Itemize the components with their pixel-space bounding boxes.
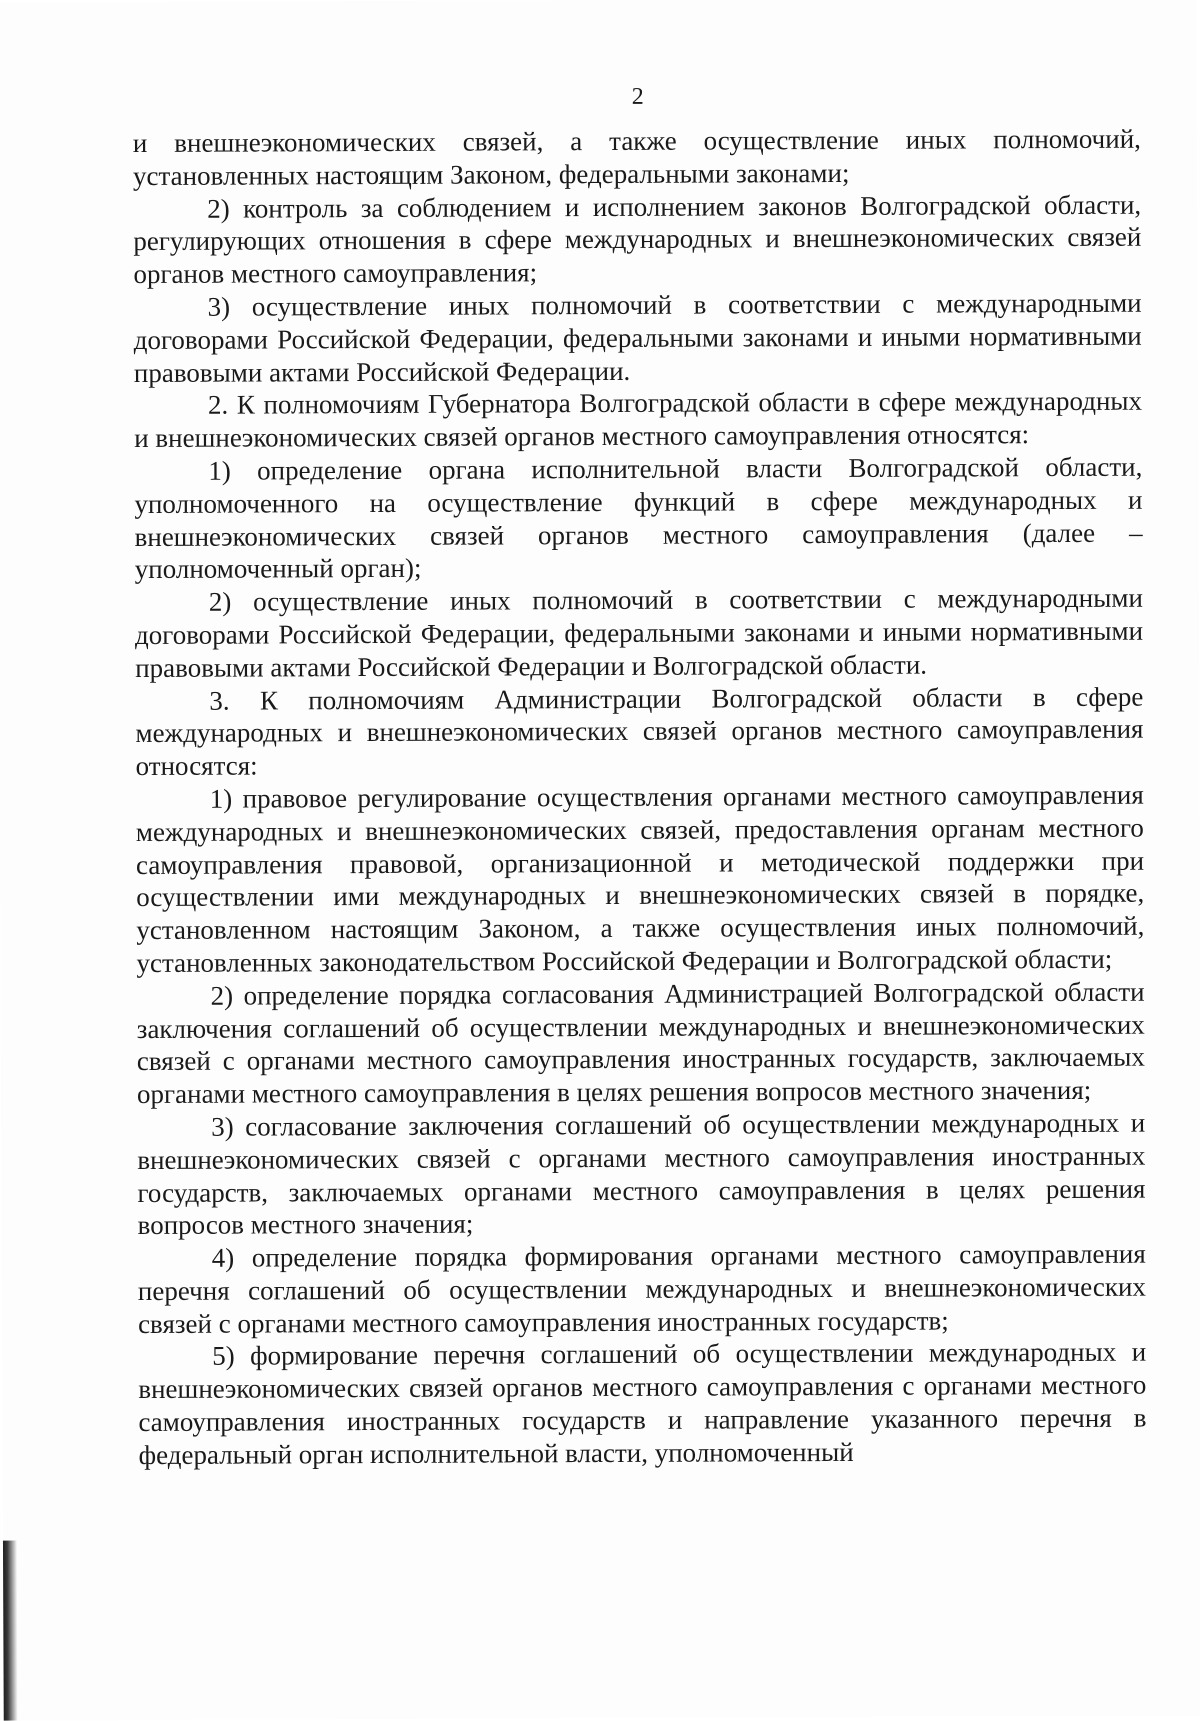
paragraph: 2) определение порядка согласования Администрацией Волгоградской области заключения соглашений об осуществлении международных и внешнеэкономических связей с органами местного самоуправления иностранных государств, заключаемых органами местного самоуправления в целях решения вопросов местного значения; [136, 976, 1145, 1110]
paragraph: 3) согласование заключения соглашений об осуществлении международных и внешнеэкономических связей с органами местного самоуправления иностранных государств, заключаемых органами местного самоуправления в целях решения вопросов местного значения; [137, 1107, 1146, 1241]
paragraph: 4) определение порядка формирования органами местного самоуправления перечня соглашений об осуществлении международных и внешнеэкономических связей с органами местного самоуправления иностранных государств; [137, 1238, 1146, 1339]
paragraph: 2) контроль за соблюдением и исполнением законов Волгоградской области, регулирующих отношения в сфере международных и внешнеэкономических связей органов местного самоуправления; [133, 189, 1142, 290]
paragraph: 3) осуществление иных полномочий в соответствии с международными договорами Российской Федерации, федеральными законами и иными нормативными правовыми актами Российской Федерации. [133, 287, 1142, 388]
paragraph: и внешнеэкономических связей, а также осуществление иных полномочий, установленных настоящим Законом, федеральными законами; [132, 123, 1141, 191]
paragraph: 1) определение органа исполнительной власти Волгоградской области, уполномоченного на осуществление функций в сфере международных и внешнеэкономических связей органов местного самоуправления (далее – уполномоченный орган); [134, 451, 1143, 585]
scan-edge-shadow [3, 1541, 18, 1721]
paragraph: 1) правовое регулирование осуществления органами местного самоуправления международных и внешнеэкономических связей, предоставления органам местного самоуправления правовой, организационной и методической поддержки при осуществлении ими международных и внешнеэкономических связей в порядке, установленном настоящим Законом, а также осуществления иных полномочий, установленных законодательством Российской Федерации и Волгоградской области; [135, 779, 1145, 978]
document-body [133, 123, 1147, 1472]
paragraph: 2) осуществление иных полномочий в соответствии с международными договорами Российской Федерации, федеральными законами и иными нормативными правовыми актами Российской Федерации и Волгоградской области. [134, 582, 1144, 683]
paragraph: 2. К полномочиям Губернатора Волгоградской области в сфере международных и внешнеэкономических связей органов местного самоуправления относятся: [134, 386, 1143, 454]
paragraph: 5) формирование перечня соглашений об осуществлении международных и внешнеэкономических связей органов местного самоуправления с органами местного самоуправления иностранных государств и направление указанного перечня в федеральный орган исполнительной власти, уполномоченный [138, 1337, 1147, 1470]
paragraph: 3. К полномочиям Администрации Волгоградской области в сфере международных и внешнеэкономических связей органов местного самоуправления относятся: [135, 681, 1144, 782]
page-number: 2 [631, 83, 644, 110]
